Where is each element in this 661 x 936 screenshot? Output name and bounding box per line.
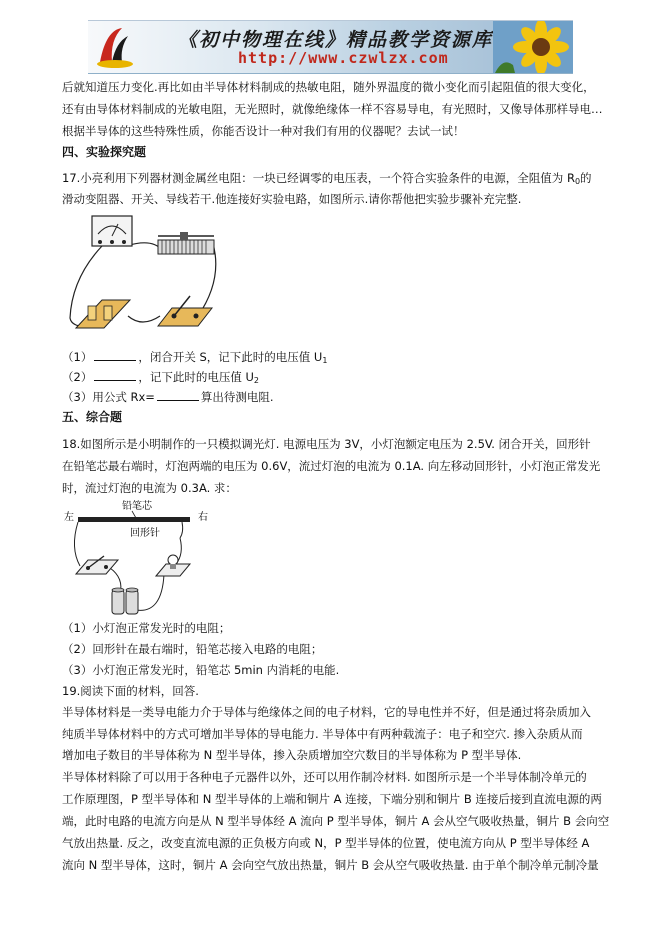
sunflower-icon xyxy=(493,21,573,73)
section-heading-comprehensive: 五、综合题 xyxy=(62,410,123,424)
dimmer-figure-18 xyxy=(62,498,222,620)
site-logo-icon xyxy=(92,24,138,70)
voltmeter-icon xyxy=(92,216,132,246)
step-3: （3）用公式 Rx= 算出待测电阻. xyxy=(62,390,274,404)
question-18-part-3: （3）小灯泡正常发光时，铅笔芯 5min 内消耗的电能. xyxy=(62,663,340,677)
step-2: （2） ，记下此时的电压值 $U_2$ xyxy=(62,370,259,385)
rheostat-icon xyxy=(158,232,214,254)
pencil-lead-icon xyxy=(78,517,190,522)
pencil-label: 铅笔芯 xyxy=(122,501,152,512)
banner-url[interactable]: http://www.czwlzx.com xyxy=(238,49,449,67)
wire xyxy=(128,316,160,322)
step-1: （1） ，闭合开关 S，记下此时的电压值 $U_1$ xyxy=(62,350,328,365)
intro-line-2: 还有由导体材料制成的光敏电阻，无光照时，就像绝缘体一样不容易导电，有光照时，又像导体那样导电… xyxy=(62,102,603,116)
header-banner xyxy=(88,20,573,74)
switch-icon xyxy=(158,296,212,326)
banner-title: 《初中物理在线》精品教学资源库 xyxy=(178,29,494,51)
material-line-5: 工作原理图，P 型半导体和 N 型半导体的上端和铜片 A 连接，下端分别和铜片 B 连接后接到直流电源的两 xyxy=(62,792,602,806)
wire xyxy=(74,522,80,566)
question-17-line-2: 滑动变阻器、开关、导线若干.他连接好实验电路，如图所示.请你帮他把实验步骤补充完整. xyxy=(62,192,522,206)
intro-line-3: 根据半导体的这些特殊性质，你能否设计一种对我们有用的仪器呢？去试一试！ xyxy=(62,124,465,138)
wire xyxy=(136,574,164,610)
question-18-part-1: （1）小灯泡正常发光时的电阻； xyxy=(62,621,231,635)
section-heading-experiment: 四、实验探究题 xyxy=(62,145,147,159)
left-label: 左 xyxy=(64,512,74,523)
material-line-8: 流向 N 型半导体，这时，铜片 A 会向空气放出热量，铜片 B 会从空气吸收热量. 由于单个制冷单元制冷量 xyxy=(62,858,599,872)
question-18-line-3: 时，流过灯泡的电流为 0.3A. 求： xyxy=(62,481,237,495)
battery-board-icon xyxy=(76,300,130,328)
answer-blank-1[interactable] xyxy=(94,349,136,361)
switch-icon xyxy=(76,556,118,574)
material-line-2: 纯质半导体材料中的方式可增加半导体的导电能力. 半导体中有两种载流子：电子和空穴. 掺入杂质从而 xyxy=(62,727,583,741)
light-bulb-icon xyxy=(156,555,190,576)
material-line-1: 半导体材料是一类导电能力介于导体与绝缘体之间的电子材料，它的导电性并不好，但是通过将杂质加入 xyxy=(62,705,591,719)
paperclip-icon xyxy=(180,522,183,538)
clip-label: 回形针 xyxy=(130,528,160,539)
battery-icon xyxy=(112,588,138,614)
material-line-4: 半导体材料除了可以用于各种电子元器件以外，还可以用作制冷材料. 如图所示是一个半导体制冷单元的 xyxy=(62,770,587,784)
question-18-line-1: 18.如图所示是小明制作的一只模拟调光灯. 电源电压为 3V，小灯泡额定电压为 2.5V. 闭合开关，回形针 xyxy=(62,437,591,451)
answer-blank-3[interactable] xyxy=(157,389,199,401)
question-18-line-2: 在铅笔芯最右端时，灯泡两端的电压为 0.6V，流过灯泡的电流为 0.1A. 向左移动回形针，小灯泡正常发光 xyxy=(62,459,601,473)
question-19-intro: 19.阅读下面的材料，回答. xyxy=(62,684,199,698)
circuit-figure-17 xyxy=(62,208,222,336)
right-label: 右 xyxy=(198,512,208,523)
material-line-7: 气放出热量. 反之，改变直流电源的正负极方向或 N，P 型半导体的位置，使电流方向从 P 型半导体经 A xyxy=(62,836,590,850)
material-line-3: 增加电子数目的半导体称为 N 型半导体，掺入杂质增加空穴数目的半导体称为 P 型半导体. xyxy=(62,748,522,762)
answer-blank-2[interactable] xyxy=(94,369,136,381)
intro-line-1: 后就知道压力变化.再比如由半导体材料制成的热敏电阻，随外界温度的微小变化而引起阻值的很大变化， xyxy=(62,80,595,94)
question-18-part-2: （2）回形针在最右端时，铅笔芯接入电路的电阻； xyxy=(62,642,323,656)
material-line-6: 端，此时电路的电流方向是从 N 型半导体经 A 流向 P 型半导体，铜片 A 会从空气吸收热量，铜片 B 会向空 xyxy=(62,814,610,828)
question-17-line-1: 17.小亮利用下列器材测金属丝电阻：一块已经调零的电压表，一个符合实验条件的电源，全阻值为 $R_0$的 xyxy=(62,171,592,186)
